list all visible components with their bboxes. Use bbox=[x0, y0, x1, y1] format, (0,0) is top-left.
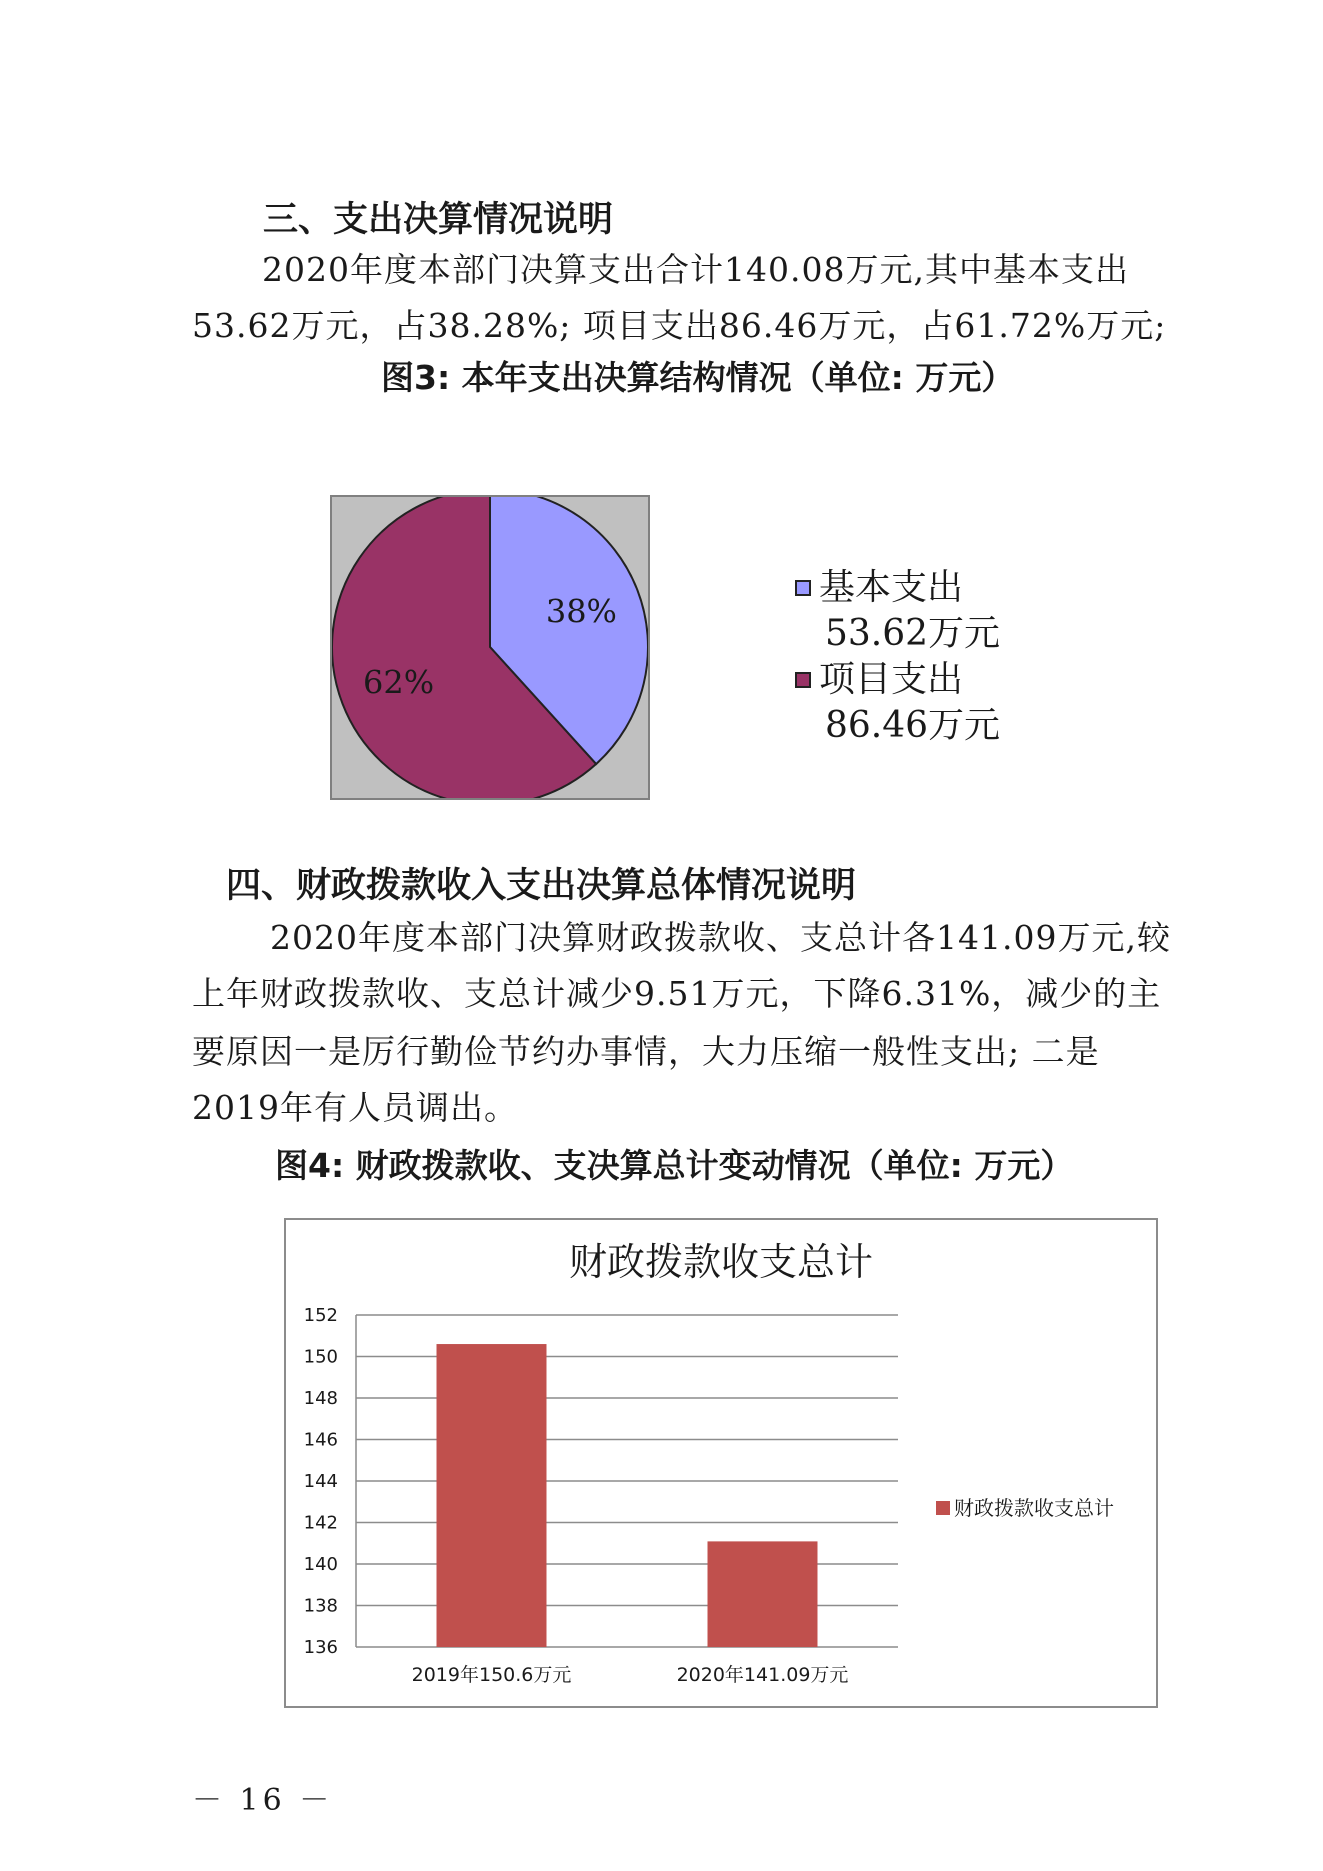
legend-entry-basic bbox=[795, 565, 1000, 611]
bar-0 bbox=[437, 1344, 547, 1647]
pie-chart-svg bbox=[332, 497, 648, 798]
section4-paragraph-line3: 要原因一是厉行勤俭节约办事情，大力压缩一般性支出; 二是 bbox=[192, 1032, 1100, 1071]
legend-value-project: 86.46万元 bbox=[825, 705, 1001, 746]
section3-paragraph-line1: 2020年度本部门决算支出合计140.08万元,其中基本支出 bbox=[262, 250, 1129, 289]
y-tick-label-4: 144 bbox=[303, 1471, 338, 1492]
legend-label-project: 项目支出 bbox=[819, 659, 964, 700]
y-tick-label-8: 152 bbox=[303, 1305, 338, 1326]
bar-legend-label: 财政拨款收支总计 bbox=[954, 1496, 1114, 1520]
figure3-caption: 图3: 本年支出决算结构情况（单位: 万元） bbox=[381, 358, 1015, 397]
section3-heading: 三、支出决算情况说明 bbox=[263, 200, 614, 240]
x-tick-label-0: 2019年150.6万元 bbox=[411, 1664, 572, 1686]
pie-label-1: 62% bbox=[363, 663, 435, 702]
section4-heading: 四、财政拨款收入支出决算总体情况说明 bbox=[226, 866, 857, 906]
y-tick-label-5: 146 bbox=[303, 1429, 338, 1451]
y-tick-label-2: 140 bbox=[303, 1554, 338, 1575]
legend-swatch-basic bbox=[795, 580, 811, 596]
y-tick-label-6: 148 bbox=[303, 1388, 338, 1409]
section3-paragraph-line2: 53.62万元，占38.28%; 项目支出86.46万元，占61.72%万元; bbox=[192, 306, 1167, 345]
section4-paragraph-line1: 2020年度本部门决算财政拨款收、支总计各141.09万元,较 bbox=[270, 918, 1171, 957]
bar-1 bbox=[708, 1541, 818, 1647]
y-tick-label-0: 136 bbox=[303, 1637, 338, 1658]
pie-legend bbox=[795, 565, 1000, 749]
section4-paragraph-line4: 2019年有人员调出。 bbox=[192, 1088, 518, 1127]
bar-legend-swatch bbox=[936, 1501, 950, 1515]
y-tick-label-7: 150 bbox=[303, 1346, 338, 1368]
figure4-caption: 图4: 财政拨款收、支决算总计变动情况（单位: 万元） bbox=[275, 1146, 1074, 1185]
pie-chart bbox=[330, 495, 650, 800]
y-tick-label-1: 138 bbox=[303, 1595, 338, 1617]
legend-label-basic: 基本支出 bbox=[819, 567, 964, 608]
pie-label-0: 38% bbox=[545, 592, 617, 631]
section4-paragraph-line2: 上年财政拨款收、支总计减少9.51万元，下降6.31%，减少的主 bbox=[192, 974, 1162, 1013]
bar-chart bbox=[284, 1218, 1158, 1708]
y-tick-label-3: 142 bbox=[303, 1512, 338, 1534]
legend-entry-project bbox=[795, 657, 1000, 703]
bar-chart-title: 财政拨款收支总计 bbox=[568, 1240, 874, 1284]
x-tick-label-1: 2020年141.09万元 bbox=[676, 1664, 849, 1686]
legend-value-basic: 53.62万元 bbox=[825, 613, 1001, 654]
page-number: － 16 － bbox=[192, 1783, 334, 1818]
bar-chart-svg bbox=[286, 1220, 1156, 1706]
legend-swatch-project bbox=[795, 672, 811, 688]
